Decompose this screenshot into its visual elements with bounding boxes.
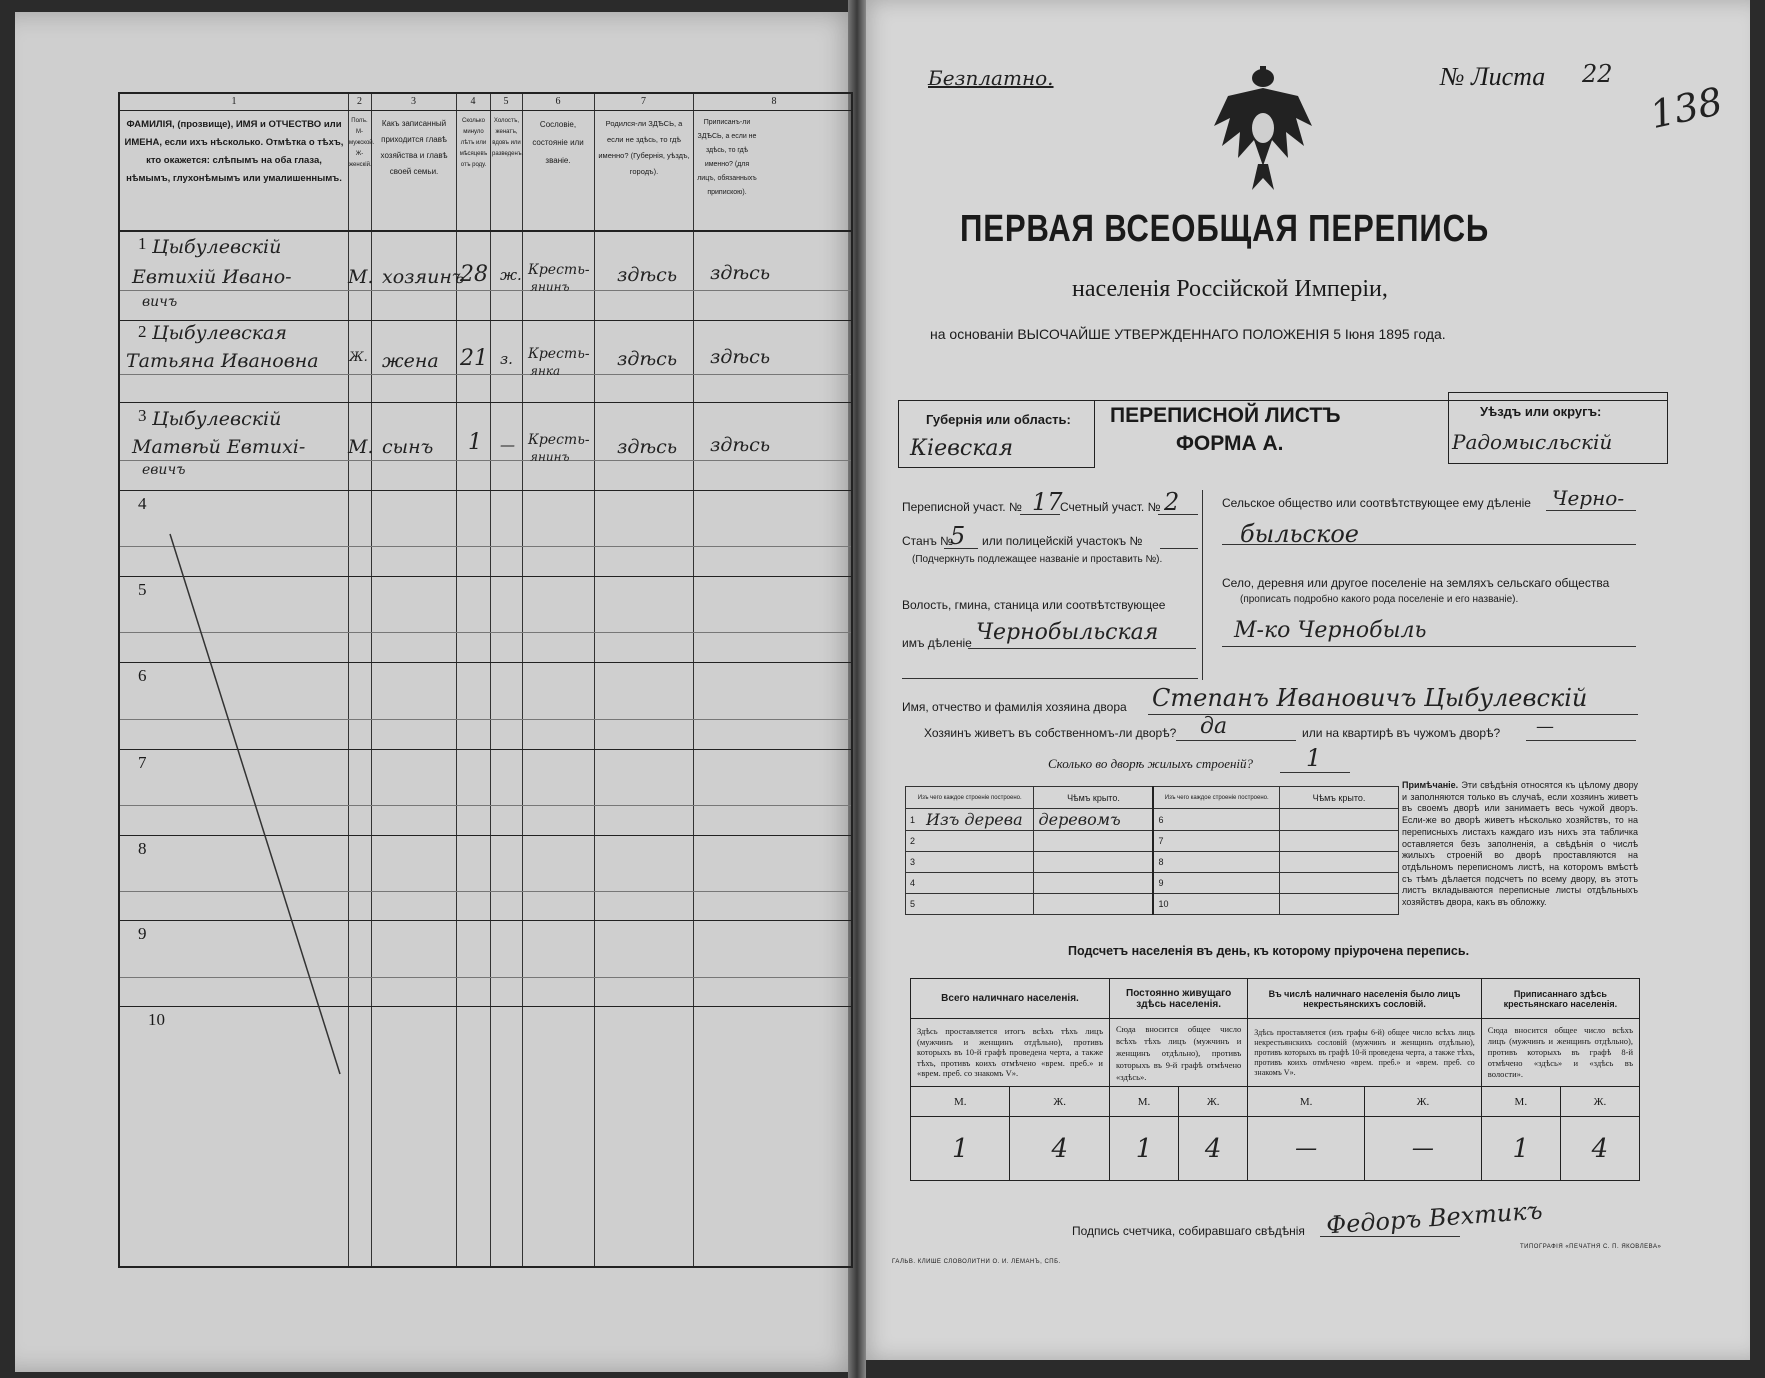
buildings-value: 1 [1306,744,1322,772]
header-relation: Какъ записанный приходится главѣ хозяйства и главѣ своей семьи. [380,119,448,176]
person-relation: сынъ [382,436,434,458]
police-district-value-line[interactable] [1160,548,1198,549]
person-relation: жена [382,350,439,372]
tally-group-title: Въ числѣ наличнаго населенія было лицъ некрестьянскихъ сословій. [1248,979,1482,1019]
note-title: Примѣчаніе. [1402,780,1459,790]
tally-female-header: Ж. [1365,1087,1482,1117]
uezd-label: Уѣздъ или округъ: [1480,404,1602,419]
own-yard-label: Хозяинъ живетъ въ собственномъ-ли дворѣ? [924,726,1177,740]
header-marital: Холостъ, женатъ, вдовъ или разведенъ. [492,118,524,157]
building-material [922,894,1034,915]
person-estate-cont: янинъ [530,280,570,294]
person-surname: Цыбулевскій [152,236,282,258]
underline [1222,646,1636,647]
population-tally-table [910,978,1640,1181]
person-marital: з. [500,350,513,368]
building-material [1172,873,1279,894]
col-number: 1 [231,96,237,107]
row-number: 3 [138,406,147,425]
building-material [922,831,1034,852]
person-surname: Цыбулевскій [152,408,282,430]
owner-value: Степанъ Ивановичъ Цыбулевскій [1152,684,1588,712]
census-title: ПЕРВАЯ ВСЕОБЩАЯ ПЕРЕПИСЬ [960,208,1490,250]
tally-group-desc: Здѣсь проставляется итогъ всѣхъ тѣхъ лицъ (мужчинъ и женщинъ отдѣльно), противъ которыхъ въ 10-й графѣ проведена черта, а также тѣхъ, противъ коихъ отмѣчено «врем. преб.» и «врем. преб. со знакомъ V». [911,1019,1110,1087]
tally-male-value: 1 [911,1117,1010,1181]
person-estate: Кресть- [528,262,590,278]
person-marital: — [500,436,515,454]
volost-value: Чернобыльская [976,620,1159,645]
building-material: Изъ дерева [922,809,1034,831]
rented-value: — [1536,716,1554,737]
census-district-label: Переписной участ. № [902,500,1022,514]
buildings-col-material: Изъ чего каждое строеніе построено. [1153,787,1279,809]
tally-female-value: 4 [1010,1117,1110,1181]
note-text: Эти свѣдѣнія относятся къ цѣлому двору и заполняются только въ случаѣ, если хозяинъ живетъ въ своемъ дворѣ или занимаетъ весь чужой дворъ. Если-же во дворѣ живетъ нѣсколько хозяйствъ, то на переписныхъ листахъ каждаго изъ нихъ эта табличка оставляется безъ заполненія, а свѣдѣнія о числѣ жилыхъ строеній во дворѣ проставляются на отдѣльномъ переписномъ листѣ, на которомъ вмѣстѣ съ тѣмъ дѣлается подсчетъ по всему двору, въ этотъ листъ вкладываются переписные листы отдѣльныхъ хозяйствъ двора, какъ въ обложку. [1402,780,1638,908]
person-sex: М. [348,436,374,458]
tally-male-value: 1 [1109,1117,1178,1181]
col-number: 6 [555,96,561,107]
tally-group-desc: Сюда вносится общее число всѣхъ тѣхъ лицъ (мужчинъ и женщинъ отдѣльно), противъ которыхъ въ 9-й графѣ отмѣчено «здѣсь». [1109,1019,1247,1087]
uezd-value: Радомысльскій [1452,430,1613,454]
tally-male-header: М. [1248,1087,1365,1117]
tally-group-title: Всего наличнаго населенія. [911,979,1110,1019]
buildings-col-material: Изъ чего каждое строеніе построено. [906,787,1034,809]
strike-through-line [120,94,855,1270]
form-column-divider [1202,490,1203,680]
free-label: Безплатно. [928,66,1054,90]
row-number: 1 [138,234,147,253]
col-number: 4 [470,96,476,107]
building-roof [1280,852,1399,873]
buildings-col-roof: Чѣмъ крыто. [1280,787,1399,809]
tally-female-value: 4 [1560,1117,1639,1181]
rented-label: или на квартирѣ въ чужомъ дворѣ? [1302,726,1501,740]
header-name: ФАМИЛІЯ, (прозвище), ИМЯ и ОТЧЕСТВО или ИМЕНА, если ихъ нѣсколько. Отмѣтка о тѣхъ, кто окажется: слѣпымъ на оба глаза, нѣмымъ, глухонѣмымъ или умалишеннымъ. [124,119,344,184]
tally-group-desc: Сюда вносится общее число всѣхъ лицъ (мужчинъ и женщинъ отдѣльно), противъ которыхъ въ графѣ 8-й отмѣчено «здѣсь» и «здѣсь въ волости». [1481,1019,1639,1087]
census-person-table [118,92,853,1268]
person-age: 28 [460,262,488,287]
building-roof [1280,809,1399,831]
buildings-label: Сколько во дворѣ жилыхъ строеній? [1048,756,1254,771]
volost-label: Волость, гмина, станица или соотвѣтствующее [902,598,1166,612]
underline [1222,544,1636,545]
signature-line [1320,1236,1460,1237]
building-row-num: 1 [906,809,923,831]
person-estate-cont: янка [530,364,561,378]
building-material [1172,852,1279,873]
header-birthplace: Родился-ли ЗДѢСЬ, а если не здѣсь, то гдѣ именно? (Губернія, уѣздъ, городъ). [598,119,690,176]
row-number: 10 [148,1010,165,1029]
village-label: Село, деревня или другое поселеніе на земляхъ сельскаго общества [1222,576,1610,590]
society-value: Черно- [1552,486,1625,510]
building-roof: деревомъ [1034,809,1154,831]
village-value: М-ко Чернобыль [1234,618,1427,643]
building-material [1172,831,1279,852]
guberniya-label: Губернія или область: [926,412,1071,427]
stan-note: (Подчеркнуть подлежащее названіе и проставить №). [912,554,1163,565]
archive-number: 138 [1646,78,1727,138]
tally-female-value: — [1365,1117,1482,1181]
village-note: (прописать подробно какого рода поселеніе и его названіе). [1240,594,1519,605]
sheet-label: № Листа [1440,62,1546,91]
tally-male-value: 1 [1481,1117,1560,1181]
underline [902,678,1198,679]
printer-imprint-right: ТИПОГРАФІЯ «ПЕЧАТНЯ С. П. ЯКОВЛЕВА» [1520,1244,1662,1250]
buildings-note [1402,780,1638,909]
tally-title: Подсчетъ населенія въ день, къ которому пріурочена перепись. [1068,944,1470,958]
guberniya-value: Кіевская [910,436,1014,461]
col-number: 3 [411,96,416,107]
underline [1158,514,1198,515]
row-number: 4 [138,494,147,513]
imperial-eagle-emblem [1208,66,1318,196]
row-number: 7 [138,753,147,772]
person-surname: Цыбулевская [152,322,287,344]
building-row-num: 4 [906,873,923,894]
underline [1546,510,1636,511]
tally-male-header: М. [1481,1087,1560,1117]
signature-label: Подпись счетчика, собиравшаго свѣдѣнія [1072,1224,1305,1238]
person-registration: здѣсь [710,262,771,284]
building-material [922,852,1034,873]
underline [1176,740,1296,741]
person-name: Татьяна Ивановна [126,350,319,372]
person-sex: М. [348,266,374,288]
tally-female-header: Ж. [1179,1087,1248,1117]
building-row-num: 3 [906,852,923,873]
header-estate: Сословіе, состояніе или званіе. [532,120,584,165]
person-relation: хозяинъ [382,266,465,288]
row-number: 8 [138,839,147,858]
person-name-cont: евичъ [142,462,186,478]
person-name: Евтихій Ивано- [132,266,292,288]
building-material [1172,809,1279,831]
person-age: 1 [468,430,482,455]
person-registration: здѣсь [710,346,771,368]
tally-female-value: 4 [1179,1117,1248,1181]
person-birthplace: здѣсь [617,348,678,370]
owner-label: Имя, отчество и фамилія хозяина двора [902,700,1127,714]
volost-label-cont: имъ дѣленіе [902,636,972,650]
tally-group-title: Приписаннаго здѣсь крестьянскаго населенія. [1481,979,1639,1019]
row-number: 5 [138,580,147,599]
tally-male-value: — [1248,1117,1365,1181]
building-roof [1034,852,1154,873]
building-row-num: 7 [1153,831,1172,852]
person-birthplace: здѣсь [617,264,678,286]
person-estate: Кресть- [528,346,590,362]
underline [1280,772,1350,773]
society-label: Сельское общество или соотвѣтствующее ему дѣленіе [1222,496,1531,510]
tally-group-desc: Здѣсь проставляется (изъ графы 6-й) общее число всѣхъ лицъ некрестьянскихъ сословій (мужчинъ и женщинъ отдѣльно), противъ которыхъ въ графѣ 10-й проведена черта, а также тѣхъ, противъ коихъ отмѣчено «врем. преб.» и «врем. преб. со знакомъ V». [1248,1019,1482,1087]
building-row-num: 10 [1153,894,1172,915]
stan-label: Станъ № [902,534,954,548]
row-number: 9 [138,924,147,943]
sheet-number: 22 [1582,60,1613,88]
person-name: Матвѣй Евтихі- [132,436,306,458]
form-title: ПЕРЕПИСНОЙ ЛИСТЪ [1110,404,1341,427]
own-yard-value: да [1200,714,1228,739]
building-material [922,873,1034,894]
building-row-num: 5 [906,894,923,915]
building-roof [1034,831,1154,852]
person-estate: Кресть- [528,432,590,448]
signature-value: Федоръ Вехтикъ [1325,1196,1544,1240]
census-subtitle: населенія Россійской Имперіи, [1072,276,1388,302]
person-age: 21 [460,346,488,371]
person-marital: ж. [500,266,522,284]
building-roof [1280,831,1399,852]
building-roof [1034,873,1154,894]
row-number: 6 [138,666,147,685]
person-estate-cont: янинъ [530,450,570,464]
count-district-value: 2 [1164,488,1180,516]
person-registration: здѣсь [710,434,771,456]
stan-value: 5 [950,522,966,550]
tally-male-header: М. [1109,1087,1178,1117]
row-number: 2 [138,322,147,341]
form-subtitle: ФОРМА А. [1176,432,1284,455]
tally-female-header: Ж. [1560,1087,1639,1117]
building-row-num: 9 [1153,873,1172,894]
building-row-num: 8 [1153,852,1172,873]
buildings-col-roof: Чѣмъ крыто. [1034,787,1154,809]
underline [968,648,1196,649]
building-roof [1280,894,1399,915]
building-row-num: 2 [906,831,923,852]
society-value-cont: быльское [1240,520,1359,548]
building-roof [1034,894,1154,915]
header-sex: Полъ. М-мужской. Ж-женскій. [349,118,375,168]
tally-group-title: Постоянно живущаго здѣсь населенія. [1109,979,1247,1019]
building-row-num: 6 [1153,809,1172,831]
printer-imprint-left: ГАЛЬВ. КЛИШЕ СЛОВОЛИТНИ О. И. ЛЕМАНЪ, СПБ. [892,1259,1061,1265]
col-number: 2 [357,96,362,107]
col-number: 7 [641,96,646,107]
tally-female-header: Ж. [1010,1087,1110,1117]
underline [1526,740,1636,741]
underline [1020,514,1060,515]
col-number: 8 [771,96,777,107]
count-district-label: Счетный участ. № [1060,500,1161,514]
person-birthplace: здѣсь [617,436,678,458]
census-district-value: 17 [1032,488,1063,516]
header-age: Сколько минуло лѣтъ или мѣсяцевъ отъ роду. [459,118,488,168]
tally-male-header: М. [911,1087,1010,1117]
col-number: 5 [503,96,509,107]
building-roof [1280,873,1399,894]
police-district-label: или полицейскій участокъ № [982,534,1143,548]
person-sex: Ж. [349,350,368,365]
census-basis: на основаніи ВЫСОЧАЙШЕ УТВЕРЖДЕННАГО ПОЛОЖЕНІЯ 5 Іюня 1895 года. [930,326,1446,342]
person-name-cont: вичъ [142,294,178,310]
header-registration: Приписанъ-ли ЗДѢСЬ, а если не здѣсь, то гдѣ именно? (для лицъ, обязанныхъ припискою). [697,119,757,196]
buildings-table [905,786,1399,915]
building-material [1172,894,1279,915]
underline [944,548,978,549]
